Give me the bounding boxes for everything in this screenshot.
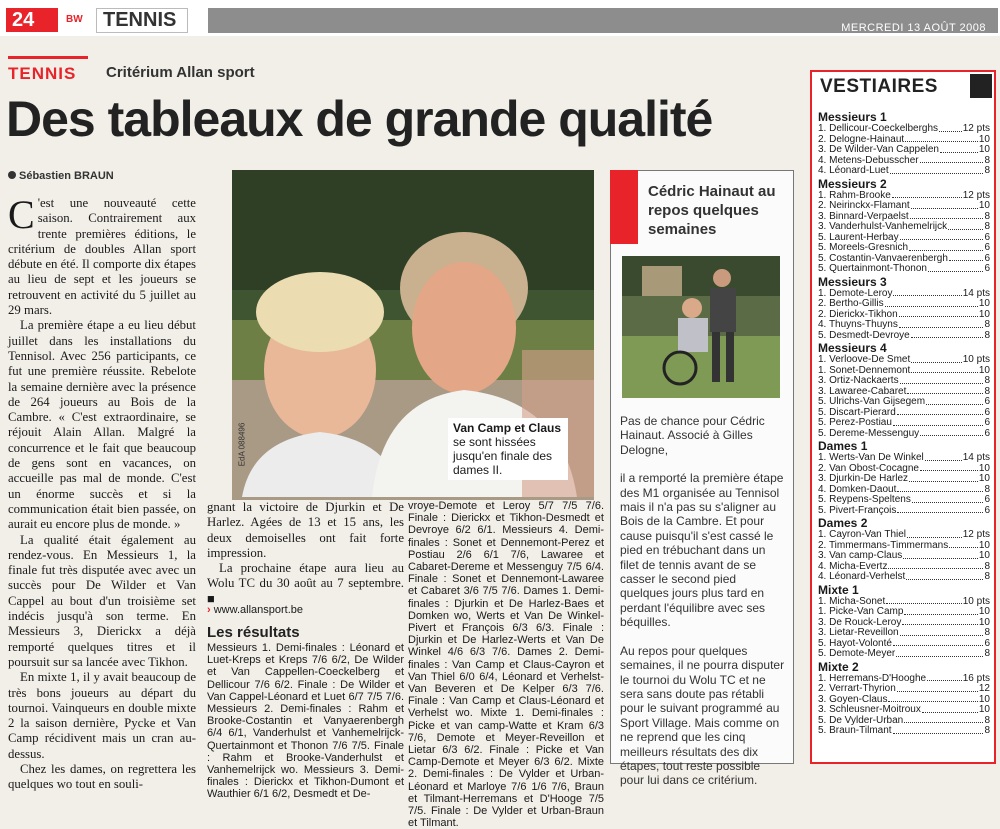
ranking-points: 10 pts [962,595,990,607]
ranking-pair: 3. Goyen-Claus [818,693,888,705]
dot-leader [910,212,984,220]
ranking-row [818,331,990,342]
ranking-points: 16 pts [962,672,990,684]
ranking-pair: 1. Picke-Van Camp [818,606,904,617]
article-paragraph: En mixte 1, il y avait beaucoup de très bons joueurs au départ du tournoi. Vainqueurs en double mixte 2 la saison dernière, Pycke et Van Camp récidivent mais un cran au-dessus. [8,670,196,761]
ranking-row [818,429,990,440]
ranking-pair: 5. Dereme-Messenguy [818,427,920,439]
ranking-pair: 5. Desmedt-Devroye [818,329,910,341]
dot-leader [897,506,983,514]
dot-leader [911,331,984,339]
dot-leader [948,222,983,230]
ranking-row [818,376,990,387]
dot-leader [905,135,978,143]
ranking-points: 8 [984,210,990,222]
ranking-points: 10 [978,606,990,617]
ranking-pair: 2. Timmermans-Timmermans [818,539,949,551]
ranking-points: 6 [984,494,990,505]
dot-leader [909,474,978,482]
ranking-row [818,628,990,639]
ranking-points: 10 pts [962,354,990,365]
ranking-points: 8 [984,560,990,572]
dot-leader [939,124,962,132]
ranking-points: 10 [978,364,990,376]
dot-leader [892,191,962,199]
bullet-icon [8,171,16,179]
ranking-pair: 3. Ortiz-Nackaerts [818,375,899,386]
article-paragraph: Chez les dames, on regrettera les quelques wo tout en souli- [8,761,196,792]
ranking-row [818,474,990,485]
ranking-category: Messieurs 3 [818,274,887,289]
ranking-pair: 5. Laurent-Herbay [818,231,899,243]
ranking-points: 10 [978,298,990,309]
ranking-points: 14 pts [962,287,990,299]
sidebar-paragraph: Au repos pour quelques semaines, il ne pourra disputer le tournoi du Wolu TC et ne sera sans doute pas rétabli pour le suivant programmé au Sport Village. Mais comme on ne reprend que les cinq meilleurs résultats des dix étapes, tout reste possible pour lui dans ce critérium. [620,643,785,788]
vestiaires-marker [970,74,992,98]
results-column-2: vroye-Demote et Leroy 5/7 7/5 7/6. Finale : Dierickx et Tikhon-Desmedt et Devroye 6/2 6/1. Messieurs 4. Demi-finales : Sonet et Dennemont-Perez et Postiau 2/6 6/1 7/6, Lawaree et Cabaret-Dereme et Messenguy 7/5 6/4. Finale : Sonet et Dennemont-Lawaree et Cabaret 3/6 7/5 7/6. Dames 1. Demi-finales : Djurkin et De Harlez-Baes et Domken wo, Werts et Van De Winkel-Pivert et François 6/3 6/3. Finale : Djurkin et De Harlez-Werts et Van De Winkel 4/6 6/3 7/6. Dames 2. Demi-finales : Van Camp et Claus-Cayron et Van Thiel 6/0 6/4, Léonard et Verhelst-Van Beveren et De Kelper 6/3 7/6. Finale : Van Camp et Claus-Léonard et Verhelst wo. Mixte 1. Demi-finales : Picke et van camp-Watte et Kram 6/3 7/6, Demote et Meyer-Reveillon et Lietar 6/3 6/2. Finale : Picke et Van Camp-Demote et Meyer 6/3 6/2. Mixte 2. Demi-finales : De Vylder et Urban-Léonard et Marloye 7/6 1/6 7/6, Braun et Tilmant-Herremans et D'Hooge 7/5 7/5. Finale : De Vylder et Urban-Braun et Tilmant. [408,500,604,829]
ranking-pair: 3. De Rouck-Leroy [818,616,902,628]
dot-leader [920,429,983,437]
ranking-points: 6 [984,637,990,649]
ranking-points: 6 [984,242,990,253]
dot-leader [893,418,984,426]
ranking-points: 8 [984,319,990,330]
header-bar [208,8,998,33]
ranking-category: Messieurs 4 [818,341,887,355]
ranking-row [818,222,990,233]
ranking-pair: 3. Djurkin-De Harlez [818,473,909,484]
ranking-row [818,506,990,517]
ranking-pair: 1. Sonet-Dennemont [818,364,911,376]
ranking-pair: 2. Neirinckx-Flamant [818,200,910,211]
ranking-pair: 4. Metens-Debusscher [818,154,919,166]
dot-leader [911,366,978,374]
results-column-1: Messieurs 1. Demi-finales : Léonard et Luet-Kreps et Kreps 7/6 6/2, De Wilder et Van Cappellen-Coeckelberg et Dellicour 7/6 6/2. Finale : De Wilder et Van Cappel-Léonard et Luet 6/7 7/5 7/6. Messieurs 2. Demi-finales : Rahm et Brooke-Costantin et Vanyaerenbergh 6/4 6/1, Vanderhulst et Vanhemelrijck-Quertainmont et Thonon 7/6 7/5. Finale : Rahm et Brooke-Vanderhulst et Vanhemelrijck wo. Messieurs 3. Demi-finales : Dierickx et Tikhon-Dumont et Wauthier 6/1 6/2, Desmedt et De- [207,642,404,801]
ranking-row [818,320,990,331]
ranking-points: 10 [978,308,990,320]
ranking-pair: 4. Thuyns-Thuyns [818,319,898,330]
ranking-pair: 1. Herremans-D'Hooghe [818,672,927,684]
sidebar-paragraph: Pas de chance pour Cédric Hainaut. Associé à Gilles Delogne, [620,414,765,457]
ranking-pair: 5. Ulrichs-Van Gijsegem [818,396,926,407]
ranking-pair: 5. Costantin-Vanvaerenbergh [818,252,948,264]
sidebar-photo-illustration [622,256,780,398]
ranking-row [818,264,990,275]
ranking-points: 6 [984,427,990,439]
ranking-points: 6 [984,263,990,274]
ranking-pair: 3. Vanderhulst-Vanhemelrijck [818,221,948,232]
ranking-points: 10 [978,693,990,705]
headline: Des tableaux de grande qualité [6,91,713,147]
sidebar-paragraph: il a remporté la première étape des M1 organisée au Tennisol mais il n'a pas su s'aligner au Bois de la Cambre. Et pour cause puisqu'il s'est cassé le pied en trébuchant dans un filet de tennis avant de se casser le second pied quelques jours plus tard en perdant l'équilibre avec ses béquilles. [620,471,784,630]
article-column-1 [8,192,196,793]
ranking-pair: 1. Rahm-Brooke [818,189,891,201]
dot-leader [911,355,961,363]
ranking-pair: 5. Quertainmont-Thonon [818,263,927,274]
photo-caption: Van Camp et Claus se sont hissées jusqu'en finale des dames II. [448,418,568,480]
ranking-pair: 1. Micha-Sonet [818,595,886,607]
ranking-pair: 3. Lawaree-Cabaret [818,385,907,397]
article-paragraph: C 'est une nouveauté cette saison. Contrairement aux trente premières éditions, le critérium de doubles Allan sport débute en été. Il comporte dix étapes au lieu de sept et les joueurs se retrouvent en activité du 5 juillet au 29 mars. [8,192,196,318]
arrow-icon: › [207,604,211,616]
ranking-category: Mixte 2 [818,659,859,674]
ranking-pair: 4. Léonard-Luet [818,165,889,176]
ranking-points: 8 [984,154,990,166]
ranking-pair: 5. Demote-Meyer [818,648,896,659]
results-title: Les résultats [207,624,300,641]
dot-leader [920,464,978,472]
ranking-pair: 5. De Vylder-Urban [818,714,904,726]
dot-leader [907,387,983,395]
ranking-pair: 5. Discart-Pierard [818,406,896,418]
ranking-points: 10 [978,616,990,628]
dot-leader [897,408,984,416]
ranking-pair: 1. Demote-Leroy [818,287,893,299]
ranking-category: Mixte 1 [818,582,859,597]
ranking-pair: 3. Lietar-Reveillon [818,627,899,638]
dot-leader [897,485,983,493]
ranking-pair: 5. Pivert-François [818,504,897,516]
website-link[interactable]: › www.allansport.be [207,604,304,616]
byline [8,170,114,182]
ranking-points: 8 [984,627,990,638]
kicker-rule [8,56,88,59]
dot-leader [893,289,961,297]
article-paragraph: La qualité était également au rendez-vous. En Messieurs 1, la finale fut très disputée avec avec un succès pour De Wilder et Van Cappel au bout d'un troisième set indécis jusqu'à son terme. En Messieurs 3, Dierickx a déjà remporté quelques titres et il poursuit sur sa lancée avec Tikhon. [8,532,196,669]
dot-leader [893,726,984,734]
article-column-2 [207,500,404,607]
ranking-row [818,495,990,506]
photo-credit: EdA 088496 [237,422,247,467]
ranking-pair: 5. Reypens-Speltens [818,494,911,505]
dot-leader [906,572,983,580]
ranking-category: Dames 1 [818,439,868,453]
dot-leader [899,310,978,318]
dot-leader [888,562,983,570]
dot-leader [949,541,978,549]
ranking-row [818,124,990,135]
vestiaires-title: VESTIAIRES [820,76,938,97]
ranking-pair: 2. Delogne-Hainaut [818,133,905,145]
ranking-points: 14 pts [962,452,990,463]
kicker: TENNIS [8,64,77,83]
ranking-pair: 4. Micha-Evertz [818,560,888,572]
edition-label: BW [66,14,83,25]
ranking-row [818,453,990,464]
dot-leader [926,397,983,405]
ranking-pair: 2. Van Obost-Cocagne [818,462,919,474]
ranking-points: 6 [984,406,990,418]
ranking-points: 12 pts [962,529,990,540]
ranking-row [818,726,990,737]
ranking-points: 10 [978,550,990,561]
ranking-points: 10 [978,473,990,484]
sidebar-title: Cédric Hainaut au repos quelques semaines [648,183,776,238]
ranking-row [818,530,990,541]
ranking-points: 8 [984,221,990,232]
dot-leader [886,597,961,605]
vestiaires-list [818,110,990,737]
ranking-pair: 1. Werts-Van De Winkel [818,452,924,463]
ranking-pair: 1. Dellicour-Coeckelberghs [818,123,939,134]
section-label: TENNIS [96,8,188,33]
dot-leader [900,628,984,636]
dot-leader [907,530,962,538]
ranking-points: 8 [984,329,990,341]
dot-leader [897,684,978,692]
dot-leader [911,201,978,209]
ranking-pair: 1. Verloove-De Smet [818,354,911,365]
ranking-row [818,572,990,583]
dot-leader [927,674,962,682]
dot-leader [902,618,978,626]
dot-leader [912,495,984,503]
ranking-pair: 5. Moreels-Gresnich [818,242,909,253]
dot-leader [922,705,978,713]
ranking-pair: 5. Hayot-Volonté [818,637,892,649]
dot-leader [949,254,984,262]
ranking-pair: 3. Binnard-Verpaelst [818,210,909,222]
ranking-row [818,355,990,366]
ranking-row [818,418,990,429]
sidebar-photo [622,256,780,398]
ranking-pair: 5. Braun-Tilmant [818,725,892,736]
ranking-pair: 3. Van camp-Claus [818,550,903,561]
ranking-points: 12 [978,683,990,694]
ranking-pair: 4. Domken-Daout [818,483,897,495]
ranking-points: 6 [984,252,990,264]
ranking-points: 8 [984,571,990,582]
ranking-row [818,299,990,310]
sidebar-text [620,414,786,802]
ranking-row [818,145,990,156]
ranking-points: 10 [978,462,990,474]
ranking-pair: 3. Schleusner-Moitroux [818,704,921,715]
article-paragraph: La première étape a eu lieu début juillet dans les installations du Tennisol. Avec 256 participants, ce fut une première réussite. Rebelote la semaine dernière avec la présence de 264 joueurs au Bois de la Cambre. « C'est extraordinaire, se réjouit Alain Allan. Malgré la concurrence et le fait que beaucoup de gens sont en vacances, on accueille pas mal de monde. C'est un énorme succès et si la communication était bien passée, on aurait eu encore plus de monde. » [8,318,196,532]
ranking-category: Dames 2 [818,516,868,530]
ranking-row [818,649,990,660]
sidebar-accent [610,170,638,244]
dot-leader [925,453,962,461]
ranking-points: 6 [984,396,990,407]
dot-leader [896,649,983,657]
kicker-subtitle: Critérium Allan sport [106,64,255,81]
ranking-row [818,684,990,695]
ranking-category: Messieurs 2 [818,176,887,191]
page-number: 24 [6,8,58,32]
dot-leader [904,607,977,615]
ranking-pair: 4. Léonard-Verhelst [818,571,906,582]
author: Sébastien BRAUN [19,170,114,182]
ranking-points: 10 [978,144,990,155]
ranking-points: 8 [984,648,990,659]
ranking-row [818,397,990,408]
ranking-pair: 5. Perez-Postiau [818,417,892,428]
article-paragraph: La prochaine étape aura lieu au Wolu TC du 30 août au 7 septembre. ■ [207,561,404,606]
ranking-points: 12 pts [962,189,990,201]
dot-leader [900,233,984,241]
ranking-row [818,607,990,618]
ranking-points: 10 [978,133,990,145]
dot-leader [903,551,978,559]
dot-leader [888,695,977,703]
ranking-points: 12 pts [962,123,990,134]
ranking-points: 10 [978,200,990,211]
dot-leader [928,264,983,272]
ranking-row [818,243,990,254]
ranking-points: 8 [984,714,990,726]
ranking-row [818,705,990,716]
ranking-pair: 3. De Wilder-Van Cappelen [818,144,939,155]
ranking-row [818,551,990,562]
dot-leader [900,376,984,384]
ranking-points: 10 [978,704,990,715]
ranking-pair: 2. Dierickx-Tikhon [818,308,898,320]
dot-leader [893,639,984,647]
ranking-points: 6 [984,504,990,516]
ranking-pair: 1. Cayron-Van Thiel [818,529,907,540]
ranking-row [818,166,990,177]
ranking-row [818,201,990,212]
ranking-points: 8 [984,483,990,495]
ranking-points: 6 [984,231,990,243]
dot-leader [899,320,984,328]
ranking-pair: 2. Bertho-Gillis [818,298,884,309]
dot-leader [890,166,984,174]
dot-leader [885,299,978,307]
dot-leader [920,156,984,164]
ranking-points: 6 [984,417,990,428]
dot-leader [909,243,983,251]
dot-leader [904,716,983,724]
ranking-points: 8 [984,375,990,386]
article-paragraph: gnant la victoire de Djurkin et De Harlez. Agées de 13 et 15 ans, les deux demoiselles ont fait forte impression. [207,500,404,560]
ranking-points: 8 [984,165,990,176]
dot-leader [940,145,978,153]
ranking-points: 8 [984,385,990,397]
issue-date: MERCREDI 13 AOÛT 2008 [841,22,986,34]
ranking-pair: 2. Verrart-Thyrion [818,683,896,694]
ranking-points: 8 [984,725,990,736]
dropcap: C [8,192,35,237]
ranking-points: 10 [978,539,990,551]
ranking-category: Messieurs 1 [818,110,887,124]
